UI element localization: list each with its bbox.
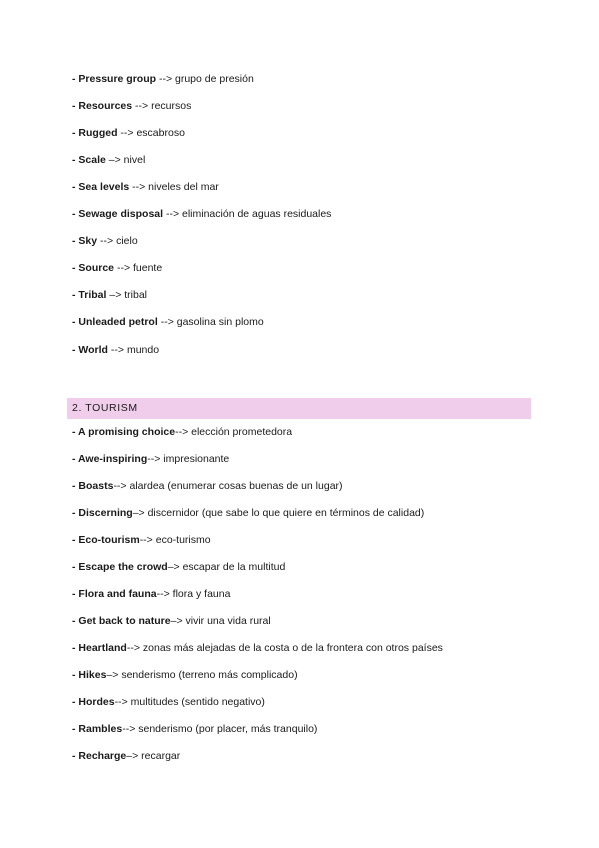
glossary-entry: - Flora and fauna--> flora y fauna [72, 588, 231, 600]
entry-term: Heartland [78, 642, 127, 654]
entry-term: Sky [78, 235, 98, 247]
entry-term: Source [78, 262, 115, 274]
entry-translation: --> mundo [107, 344, 160, 356]
entry-term: Sewage disposal [78, 208, 164, 220]
glossary-entry: - Rugged --> escabroso [72, 127, 185, 139]
entry-translation: --> eliminación de aguas residuales [163, 208, 332, 220]
entry-translation: --> niveles del mar [129, 181, 219, 193]
entry-translation: --> fuente [114, 262, 163, 274]
entry-term: Escape the crowd [78, 561, 168, 573]
entry-term: Rugged [78, 127, 118, 139]
entry-translation: --> senderismo (por placer, más tranquilo) [122, 723, 318, 735]
glossary-entry: - World --> mundo [72, 344, 160, 356]
glossary-entry: - Hikes–> senderismo (terreno más complicado) [72, 669, 298, 681]
entry-term: Eco-tourism [78, 534, 140, 546]
entry-translation: --> eco-turismo [139, 534, 211, 546]
glossary-entry: - Eco-tourism--> eco-turismo [72, 534, 211, 546]
glossary-entry: - Tribal –> tribal [72, 289, 148, 301]
glossary-entry: - Sea levels --> niveles del mar [72, 181, 219, 193]
entry-term: Flora and fauna [78, 588, 157, 600]
glossary-entry: - Boasts--> alardea (enumerar cosas buenas de un lugar) [72, 480, 343, 492]
entry-term: World [78, 344, 108, 356]
entry-term: Rambles [78, 723, 123, 735]
glossary-entry: - Sky --> cielo [72, 235, 138, 247]
entry-translation: --> flora y fauna [156, 588, 231, 600]
entry-translation: --> zonas más alejadas de la costa o de la frontera con otros países [126, 642, 443, 654]
entry-term: Boasts [78, 480, 114, 492]
glossary-entry: - Heartland--> zonas más alejadas de la costa o de la frontera con otros países [72, 642, 443, 654]
glossary-entry: - Hordes--> multitudes (sentido negativo) [72, 696, 265, 708]
entry-translation: --> escabroso [117, 127, 185, 139]
entry-term: Unleaded petrol [78, 316, 158, 328]
glossary-entry: - Sewage disposal --> eliminación de aguas residuales [72, 208, 332, 220]
section-title: 2. TOURISM [72, 402, 138, 414]
entry-translation: --> gasolina sin plomo [157, 316, 264, 328]
section-header [67, 398, 531, 419]
glossary-entry: - Source --> fuente [72, 262, 163, 274]
entry-term: Hordes [78, 696, 115, 708]
entry-term: Recharge [78, 750, 127, 762]
entry-term: Pressure group [78, 73, 157, 85]
entry-term: Tribal [78, 289, 107, 301]
entry-translation: –> nivel [105, 154, 146, 166]
entry-translation: –> escapar de la multitud [167, 561, 286, 573]
entry-term: Awe-inspiring [78, 453, 148, 465]
entry-translation: --> alardea (enumerar cosas buenas de un lugar) [113, 480, 343, 492]
entry-translation: --> elección prometedora [175, 426, 293, 438]
entry-translation: –> recargar [126, 750, 181, 762]
entry-term: Get back to nature [78, 615, 171, 627]
glossary-entry: - Resources --> recursos [72, 100, 192, 112]
glossary-entry: - Discerning–> discernidor (que sabe lo que quiere en términos de calidad) [72, 507, 425, 519]
glossary-entry: - Escape the crowd–> escapar de la multitud [72, 561, 286, 573]
entry-translation: –> vivir una vida rural [170, 615, 271, 627]
glossary-entry: - Unleaded petrol --> gasolina sin plomo [72, 316, 264, 328]
entry-term: Sea levels [78, 181, 130, 193]
entry-translation: --> impresionante [147, 453, 230, 465]
glossary-entry: - Get back to nature–> vivir una vida rural [72, 615, 271, 627]
entry-term: Scale [78, 154, 106, 166]
entry-term: Discerning [78, 507, 133, 519]
entry-translation: –> tribal [106, 289, 148, 301]
entry-translation: --> multitudes (sentido negativo) [114, 696, 265, 708]
glossary-entry: - Scale –> nivel [72, 154, 146, 166]
entry-translation: --> grupo de presión [156, 73, 254, 85]
entry-translation: --> cielo [97, 235, 138, 247]
glossary-entry: - Pressure group --> grupo de presión [72, 73, 254, 85]
entry-term: A promising choice [78, 426, 176, 438]
entry-translation: –> senderismo (terreno más complicado) [106, 669, 298, 681]
glossary-entry: - Awe-inspiring--> impresionante [72, 453, 230, 465]
entry-term: Resources [78, 100, 133, 112]
glossary-entry: - Rambles--> senderismo (por placer, más tranquilo) [72, 723, 318, 735]
entry-term: Hikes [78, 669, 107, 681]
entry-translation: --> recursos [132, 100, 192, 112]
entry-translation: –> discernidor (que sabe lo que quiere en términos de calidad) [132, 507, 425, 519]
glossary-entry: - A promising choice--> elección prometedora [72, 426, 293, 438]
glossary-entry: - Recharge–> recargar [72, 750, 181, 762]
